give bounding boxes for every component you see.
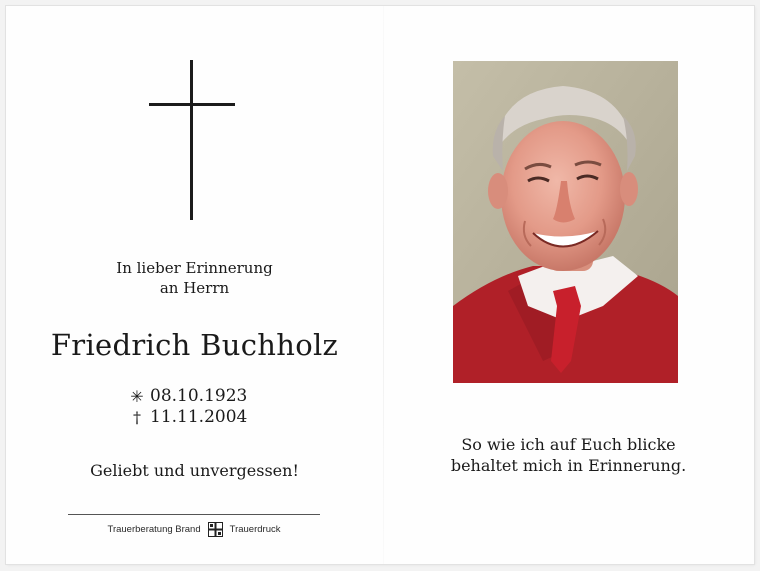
portrait-photo [453, 61, 678, 383]
footer-divider [68, 514, 320, 515]
printer-logo-icon [208, 522, 223, 537]
memorial-verse [383, 434, 754, 476]
death-row [124, 407, 247, 428]
intro-line-2: an Herrn [159, 279, 230, 297]
memorial-card [6, 6, 754, 564]
birth-row [124, 386, 247, 407]
footer-right-text: Trauerdruck [229, 524, 281, 535]
intro-text [6, 258, 383, 298]
life-dates [124, 386, 247, 428]
footer-left-text: Trauerberatung Brand [107, 524, 201, 535]
card-fold-line [383, 6, 384, 564]
verse-line-1: So wie ich auf Euch blicke [461, 435, 676, 454]
verse-line-2: behaltet mich in Erinnerung. [450, 456, 687, 475]
death-dagger-icon: † [133, 408, 141, 427]
birth-star-icon: ✳ [130, 387, 144, 406]
deceased-name: Friedrich Buchholz [50, 328, 339, 362]
motto: Geliebt und unvergessen! [90, 461, 299, 480]
birth-date: 08.10.1923 [150, 386, 248, 406]
printer-footer [68, 522, 320, 537]
cross-icon [149, 60, 235, 220]
intro-line-1: In lieber Erinnerung [116, 259, 273, 277]
death-date: 11.11.2004 [150, 407, 248, 427]
